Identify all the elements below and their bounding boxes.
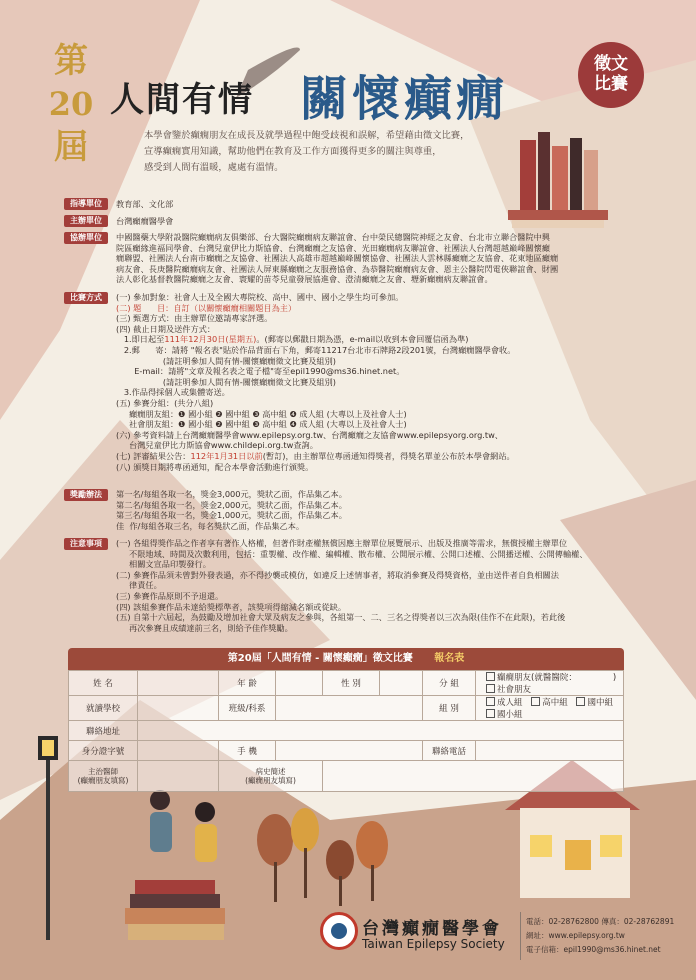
method-line: (請註明參加人間有情-關懷癲癇徵文比賽及組別) (162, 376, 336, 387)
history-field[interactable] (323, 761, 624, 792)
form-reg-label: 報名表 (434, 653, 465, 664)
phone-label: 聯絡電話 (423, 741, 476, 761)
epi-friend-end: ) (612, 673, 617, 683)
adult-checkbox[interactable] (486, 697, 495, 706)
title-main: 人間有情 (110, 80, 254, 120)
class-field[interactable] (276, 696, 423, 721)
name-label: 姓 名 (69, 671, 138, 696)
title-sub: 關懷癲癇 (300, 71, 509, 127)
prizes-label: 獎勵辦法 (64, 489, 108, 501)
school-field[interactable] (138, 696, 219, 721)
method-line: 2.郵 寄：請將 "報名表"貼於作品背面右下角，郵寄11217台北市石牌路2段201號，台灣癲癇醫學會收。 (123, 344, 516, 355)
co-organizer-line: 院區癲緣進福同學會、台灣兒童伊比力斯協會、台灣癲癇之友協會、光田癲癇病友聯誼會、社團法人台灣超越巔峰關懷癲 (116, 242, 550, 253)
epi-friend-checkbox[interactable] (486, 672, 495, 681)
method-line: (五) 參賽分組：(共分八組) (116, 397, 214, 408)
phone-text: 電話：02-28762800 (526, 917, 599, 926)
deadline-line (116, 334, 636, 345)
method-line: 台灣兒童伊比力斯協會www.childepi.org.tw查詢。 (129, 440, 318, 451)
note-line: (四) 該組參賽作品未達給獎標準者，該獎項得縮減名額或從缺。 (116, 601, 347, 612)
name-field[interactable] (138, 671, 219, 696)
topic-note: （以關懷癲癇相關題目為主） (189, 302, 297, 313)
doctor-note: (癲癇朋友填寫) (77, 776, 129, 785)
doctor-field[interactable] (138, 761, 219, 792)
method-line: (六) 參考資料請上台灣癲癇醫學會www.epilepsy.org.tw、台灣癲癇之友協會www.epilepsyorg.org.tw、 (116, 429, 503, 440)
age-field[interactable] (276, 671, 323, 696)
intro-line: 宣導癲癇實用知識，幫助他們在教育及工作方面獲得更多的關注與尊重， (144, 146, 442, 157)
notes-text (116, 538, 636, 633)
social-friend-checkbox[interactable] (486, 684, 495, 693)
topic-text: (二) 題 目：自訂 (116, 302, 190, 313)
contact-info (526, 915, 674, 957)
junior-checkbox[interactable] (576, 697, 585, 706)
footer-divider (520, 912, 521, 960)
id-field[interactable] (138, 741, 219, 761)
history-title: 病史簡述 (255, 767, 286, 776)
note-line: 律責任。 (129, 580, 162, 591)
contact-phone-line (526, 915, 674, 929)
note-line: (三) 參賽作品原則不予退還。 (116, 590, 224, 601)
society-name-en: Taiwan Epilepsy Society (362, 937, 505, 951)
intro-line: 本學會鑒於癲癇朋友在成長及就學過程中飽受歧視和誤解，希望藉由徵文比賽， (144, 130, 470, 141)
high-label: 高中組 (542, 698, 568, 708)
co-organizer-line: 癇聯盟、社團法人台南市癲癇之友協會、社團法人高雄市超越巔峰關懷協會、社團法人雲林縣癲癇之友協會、花東地區癲癇 (116, 253, 559, 264)
mobile-field[interactable] (276, 741, 423, 761)
age-label: 年 齡 (219, 671, 276, 696)
organizer-label: 主辦單位 (64, 215, 108, 227)
fax-text: 傳真：02-28762891 (601, 917, 675, 926)
deadline-date: 111年12月30日(星期五) (164, 334, 257, 345)
mobile-label: 手 機 (219, 741, 276, 761)
notes-label: 注意事項 (64, 538, 108, 550)
prize-line: 第二名/每組各取一名，獎金2,000元，獎狀乙面，作品集乙本。 (116, 499, 347, 510)
edition-prefix: 第 (54, 41, 88, 81)
primary-checkbox[interactable] (486, 709, 495, 718)
note-line: (五) 自第十六屆起，為鼓勵及增加社會大眾及病友之參與，各組第一、二、三名之得獎者以三次為限(佳作不在此限)，若此後 (116, 612, 566, 623)
method-text (116, 292, 636, 472)
form-title: 第20屆「人間有情 - 關懷癲癇」徵文比賽 (227, 653, 413, 664)
prize-line: 第一名/每組各取一名，獎金3,000元，獎狀乙面，作品集乙本。 (116, 489, 347, 499)
history-label (219, 761, 323, 792)
phone-field[interactable] (476, 741, 624, 761)
prize-line: 第三名/每組各取一名，獎金1,000元，獎狀乙面，作品集乙本。 (116, 510, 347, 521)
email-text[interactable]: 電子信箱：epil1990@ms36.hinet.net (526, 945, 661, 954)
contest-badge: 徵文比賽 (578, 42, 644, 108)
note-line: (一) 各組得獎作品之作者享有著作人格權，但著作財產權無償因應主辦單位展覽展示、出版及推廣等需求，無償授權主辦單位 (116, 538, 568, 548)
prizes-text (116, 489, 636, 531)
method-line: (八) 頒獎日期將專函通知，配合本學會活動進行頒獎。 (116, 461, 314, 472)
co-organizer-text (116, 232, 636, 285)
note-line: 再次參賽且成績達前三名，則給予佳作獎勵。 (129, 622, 293, 633)
adult-label: 成人組 (497, 698, 523, 708)
method-line: 3.作品得採個人或集體寄送。 (123, 387, 230, 398)
method-line: (一) 參加對象：社會人士及全國大專院校、高中、國中、國小之學生均可參加。 (116, 292, 404, 302)
doctor-title: 主治醫師 (88, 767, 118, 776)
method-line: (三) 甄選方式：由主辦單位邀請專家評選。 (116, 313, 273, 324)
address-field[interactable] (138, 721, 624, 741)
society-logo-icon (320, 912, 358, 950)
result-date: 112年1月31日以前 (190, 450, 263, 461)
intro-text (144, 128, 524, 176)
note-line: (二) 參賽作品須未曾對外發表過，亦不得抄襲或模仿，如違反上述情事者，將取消參賽及得獎資格，並由送件者自負相關法 (116, 569, 559, 580)
school-label: 就讀學校 (69, 696, 138, 721)
co-organizer-label: 協辦單位 (64, 232, 108, 244)
edition-suffix: 屆 (54, 127, 88, 167)
method-topic-line (116, 303, 636, 314)
deadline-suffix: 。(郵寄以郵戳日期為憑，e-mail以收到本會回覆信函為準) (256, 334, 469, 345)
society-name-cn: 台灣癲癇醫學會 (362, 919, 502, 939)
web-text[interactable]: 網址：www.epilepsy.org.tw (526, 931, 625, 940)
history-note: (癲癇朋友填寫) (245, 776, 296, 785)
method-line: E-mail：請將"文章及報名表之電子檔"寄至epil1990@ms36.hinet.net。 (134, 366, 405, 377)
method-line: 社會朋友組：❶ 國小組 ❷ 國中組 ❸ 高中組 ❹ 成人組 (大專以上及社會人士) (129, 419, 407, 430)
organizer-text: 台灣癲癇醫學會 (116, 216, 174, 226)
form-header (68, 648, 624, 670)
result-prefix: (七) 評審結果公告： (116, 450, 191, 461)
method-label: 比賽方式 (64, 292, 108, 304)
intro-line: 感受到人間有溫暖，處處有溫情。 (144, 162, 284, 173)
deadline-prefix: 1.即日起至 (123, 334, 165, 345)
registration-table (68, 670, 624, 792)
group2-field (476, 696, 624, 721)
doctor-label (69, 761, 138, 792)
junior-label: 國中組 (587, 698, 613, 708)
id-label: 身分證字號 (69, 741, 138, 761)
guidance-text: 教育部、文化部 (116, 199, 174, 209)
high-checkbox[interactable] (531, 697, 540, 706)
result-suffix: (暫訂)，由主辦單位專函通知得獎者，得獎名單並公布於本學會網站。 (262, 450, 515, 461)
method-line: (請註明參加人間有情-關懷癲癇徵文比賽及組別) (162, 355, 336, 366)
group2-label: 組 別 (423, 696, 476, 721)
co-organizer-line: 病友會、長庚醫院癲癇病友會、社團法人屏東縣癲癇之友服務協會、為恭醫院癲癇病友會、恩主公醫院閃電俠聯誼會、財團 (116, 263, 559, 274)
group-field (476, 671, 624, 696)
result-line (116, 451, 636, 462)
class-label: 班級/科系 (219, 696, 276, 721)
group-label: 分 組 (423, 671, 476, 696)
epi-friend-label: 癲癇朋友(就醫醫院： (497, 673, 577, 683)
address-label: 聯絡地址 (69, 721, 138, 741)
co-organizer-line: 法人彰化基督教醫院癲癇之友會、寰耀的苗苓兒童發展協進會、澄清癲癇之友會、壢新癲癇病友聯誼會。 (116, 274, 493, 285)
primary-label: 國小組 (497, 710, 523, 720)
method-line: 癲癇朋友組：❶ 國小組 ❷ 國中組 ❸ 高中組 ❹ 成人組 (大專以上及社會人士) (129, 408, 407, 419)
registration-form (68, 648, 624, 792)
edition-number (44, 41, 98, 167)
method-line: (四) 截止日期及送件方式： (116, 323, 216, 334)
edition-num: 20 (48, 85, 94, 123)
co-organizer-line: 中國醫藥大學附設醫院癲癇病友俱樂部、台大醫院癲癇病友聯誼會、台中榮民總醫院神經之友會、台北市立聯合醫院中興 (116, 232, 550, 242)
prize-line: 佳 作/每組各取三名，每名獎狀乙面，作品集乙本。 (116, 520, 305, 531)
gender-label: 性 別 (323, 671, 380, 696)
social-friend-label: 社會朋友 (497, 685, 532, 695)
gender-field[interactable] (380, 671, 423, 696)
note-line: 相關文宣品印製發行。 (129, 559, 211, 570)
note-line: 不限地域、時間及次數利用，包括：重製權、改作權、編輯權、散布權、公開展示權、公開口述權、公開播送權、公開傳輸權、 (129, 548, 588, 559)
guidance-label: 指導單位 (64, 198, 108, 210)
